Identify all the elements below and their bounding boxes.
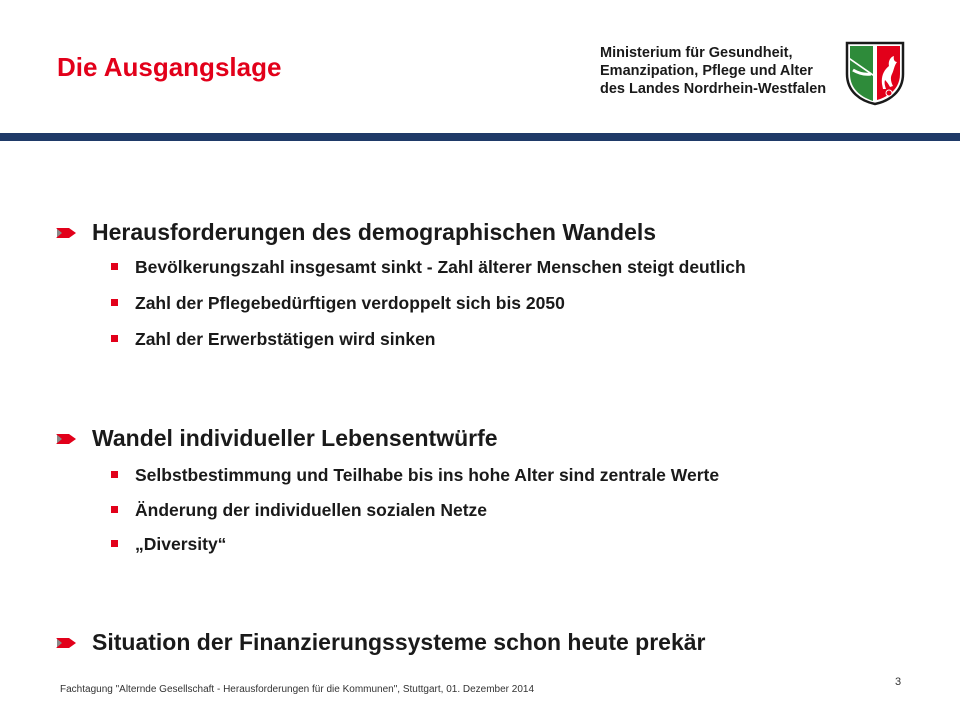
- bullet-list: [56, 462, 916, 557]
- list-item: [56, 497, 916, 523]
- list-item-text: Änderung der individuellen sozialen Netze: [135, 500, 487, 520]
- square-bullet-icon: [111, 540, 118, 547]
- list-item: [56, 290, 916, 316]
- list-item: [56, 254, 916, 280]
- bullet-list: [56, 254, 916, 352]
- ministry-line: Emanzipation, Pflege und Alter: [600, 63, 813, 79]
- red-arrow-bullet-icon: [56, 636, 78, 650]
- list-item-text: Zahl der Pflegebedürftigen verdoppelt sich bis 2050: [135, 293, 565, 313]
- section-heading-text: Wandel individueller Lebensentwürfe: [92, 425, 498, 451]
- square-bullet-icon: [111, 471, 118, 478]
- nrw-crest-icon: [844, 40, 906, 106]
- ministry-line: Ministerium für Gesundheit,: [600, 45, 793, 61]
- red-arrow-bullet-icon: [56, 432, 78, 446]
- square-bullet-icon: [111, 335, 118, 342]
- ministry-name: [600, 44, 826, 98]
- square-bullet-icon: [111, 506, 118, 513]
- list-item: [56, 462, 916, 488]
- section-life-plans: [56, 425, 916, 557]
- section-heading: [56, 425, 916, 452]
- list-item-text: Bevölkerungszahl insgesamt sinkt - Zahl älterer Menschen steigt deutlich: [135, 257, 746, 277]
- section-financing: [56, 629, 916, 656]
- footer-event-note: Fachtagung "Alternde Gesellschaft - Herausforderungen für die Kommunen", Stuttgart, 01. Dezember 2014: [60, 684, 535, 695]
- section-heading: [56, 629, 916, 656]
- ministry-line: des Landes Nordrhein-Westfalen: [600, 81, 827, 97]
- section-heading: [56, 219, 916, 246]
- page-number: 3: [895, 676, 902, 688]
- list-item-text: Selbstbestimmung und Teilhabe bis ins hohe Alter sind zentrale Werte: [135, 465, 720, 485]
- section-heading-text: Herausforderungen des demographischen Wandels: [92, 219, 657, 245]
- square-bullet-icon: [111, 299, 118, 306]
- list-item-text: „Diversity“: [135, 534, 227, 554]
- section-heading-text: Situation der Finanzierungssysteme schon heute prekär: [92, 629, 706, 655]
- square-bullet-icon: [111, 263, 118, 270]
- slide-title: Die Ausgangslage: [57, 52, 282, 82]
- list-item-text: Zahl der Erwerbstätigen wird sinken: [135, 329, 436, 349]
- section-demographic-change: [56, 219, 916, 352]
- list-item: [56, 326, 916, 352]
- list-item: [56, 531, 916, 557]
- red-arrow-bullet-icon: [56, 226, 78, 240]
- header-rule: [0, 133, 960, 141]
